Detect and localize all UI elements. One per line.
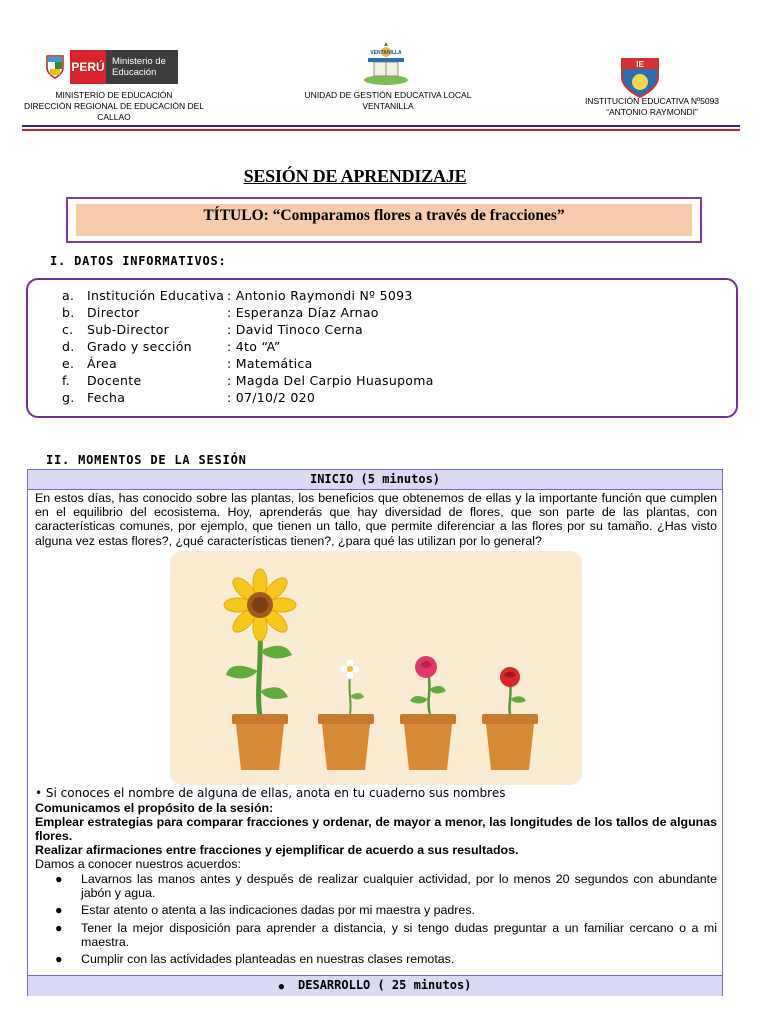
flowers-illustration xyxy=(170,551,582,785)
flower-pot-icon xyxy=(232,714,288,770)
list-item: ● Tener la mejor disposición para aprender a distancia, y si tengo dudas preguntar a un familiar cercano o a mi maestra. xyxy=(55,920,717,949)
white-flower-icon xyxy=(340,659,364,714)
datos-row: e. Área : Matemática xyxy=(62,356,313,371)
peru-label: PERÚ xyxy=(70,50,106,84)
datos-row: g. Fecha : 07/10/2 020 xyxy=(62,390,316,405)
list-item: ● Cumplir con las actividades planteadas en nuestras clases remotas. xyxy=(55,952,455,967)
proposito-heading: Comunicamos el propósito de la sesión: xyxy=(35,801,274,815)
header-left-text: MINISTERIO DE EDUCACIÓN DIRECCIÓN REGIONAL DE EDUCACIÓN DEL CALLAO xyxy=(23,90,205,122)
header-divider-red xyxy=(22,129,740,131)
datos-row: a. Institución Educativa : Antonio Raymondi Nº 5093 xyxy=(62,288,413,303)
datos-row: f. Docente : Magda Del Carpio Huasupoma xyxy=(62,373,434,388)
header-right-text: INSTITUCIÓN EDUCATIVA Nº5093 “ANTONIO RAYMONDI” xyxy=(584,96,720,117)
section-momentos-heading: II. MOMENTOS DE LA SESIÓN xyxy=(46,453,247,467)
list-item: ● Estar atento o atenta a las indicaciones dadas por mi maestra y padres. xyxy=(55,903,475,918)
school-crest-label: IE xyxy=(636,60,644,69)
page-title: SESIÓN DE APRENDIZAJE xyxy=(243,166,467,186)
flower-pot-icon xyxy=(400,714,456,770)
acuerdos-list xyxy=(35,872,717,969)
proposito-item: Emplear estrategias para comparar fracciones y ordenar, de mayor a menor, las longitudes de los tallos de algunas flores. xyxy=(35,815,717,844)
datos-row: b. Director : Esperanza Díaz Arnao xyxy=(62,305,379,320)
desarrollo-header: ● DESARROLLO ( 25 minutos) xyxy=(28,975,722,996)
sunflower-icon xyxy=(224,569,296,716)
flower-pot-icon xyxy=(482,714,538,770)
note-line: • Si conoces el nombre de alguna de ellas, anota en tu cuaderno sus nombres xyxy=(35,786,506,800)
datos-row: c. Sub-Director : David Tinoco Cerna xyxy=(62,322,363,337)
datos-row: d. Grado y sección : 4to “A” xyxy=(62,339,281,354)
list-item: ● Lavarnos las manos antes y después de realizar cualquier actividad, por lo menos 20 segundos con abundante jabón y agua. xyxy=(55,872,717,901)
intro-paragraph: En estos días, has conocido sobre las plantas, los beneficios que obtenemos de ellas y la importante función que cumplen en el equilibrio del ecosistema. Hoy, aprenderás que hay diversidad de flores, que son parte de las plantas, con características comunes, por ejemplo, que tienen un tallo, que permite diferenciar a las flores por su tamaño. ¿Has visto alguna vez estas flores?, ¿qué características tienen?, ¿para qué las utilizan por lo general? xyxy=(35,491,717,548)
section-datos-heading: I. DATOS INFORMATIVOS: xyxy=(50,254,227,268)
pink-rose-icon xyxy=(410,656,446,714)
session-title: TÍTULO: “Comparamos flores a través de fracciones” xyxy=(76,204,692,236)
acuerdos-heading: Damos a conocer nuestros acuerdos: xyxy=(35,857,241,871)
ministerio-logo xyxy=(40,50,178,84)
ugel-logo-label: VENTANILLA xyxy=(370,50,402,56)
proposito-item: Realizar afirmaciones entre fracciones y ejemplificar de acuerdo a sus resultados. xyxy=(35,843,519,857)
peru-shield-icon xyxy=(40,50,70,84)
ministerio-logo-text: Ministerio de Educación xyxy=(106,50,178,84)
ugel-ventanilla-logo-icon xyxy=(362,42,410,88)
flower-pot-icon xyxy=(318,714,374,770)
header-divider-blue xyxy=(22,125,740,127)
header-center-text: UNIDAD DE GESTIÓN EDUCATIVA LOCAL VENTANILLA xyxy=(304,90,472,111)
title-box xyxy=(66,197,702,243)
red-rose-icon xyxy=(500,667,526,714)
inicio-header: INICIO (5 minutos) xyxy=(28,470,722,490)
